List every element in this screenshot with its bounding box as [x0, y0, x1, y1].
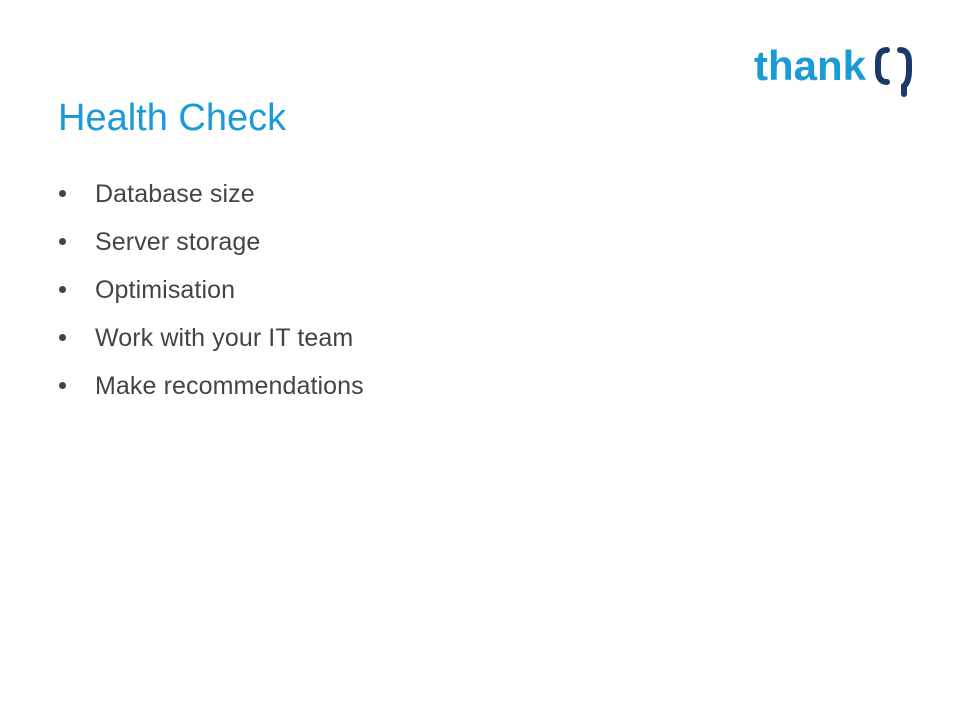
slide-title: Health Check	[58, 97, 287, 139]
bullet-icon	[59, 382, 66, 389]
bullet-icon	[59, 190, 66, 197]
speech-bracket-icon	[878, 50, 909, 94]
bullet-item	[58, 266, 364, 314]
bullet-item	[58, 218, 364, 266]
bullet-item	[58, 314, 364, 362]
bullet-item	[58, 170, 364, 218]
thankq-logo-graphic	[754, 44, 924, 100]
bullet-item	[58, 362, 364, 410]
bullet-icon	[59, 238, 66, 245]
bullet-text: Make recommendations	[95, 371, 364, 400]
bullet-icon	[59, 334, 66, 341]
thankq-logo	[754, 44, 924, 100]
bullet-text: Optimisation	[95, 275, 236, 304]
bullet-list	[58, 170, 364, 410]
bullet-text: Work with your IT team	[95, 323, 354, 352]
bullet-text: Server storage	[95, 227, 261, 256]
bullet-icon	[59, 286, 66, 293]
bullet-text: Database size	[95, 179, 255, 208]
logo-wordmark: thank	[754, 44, 867, 89]
